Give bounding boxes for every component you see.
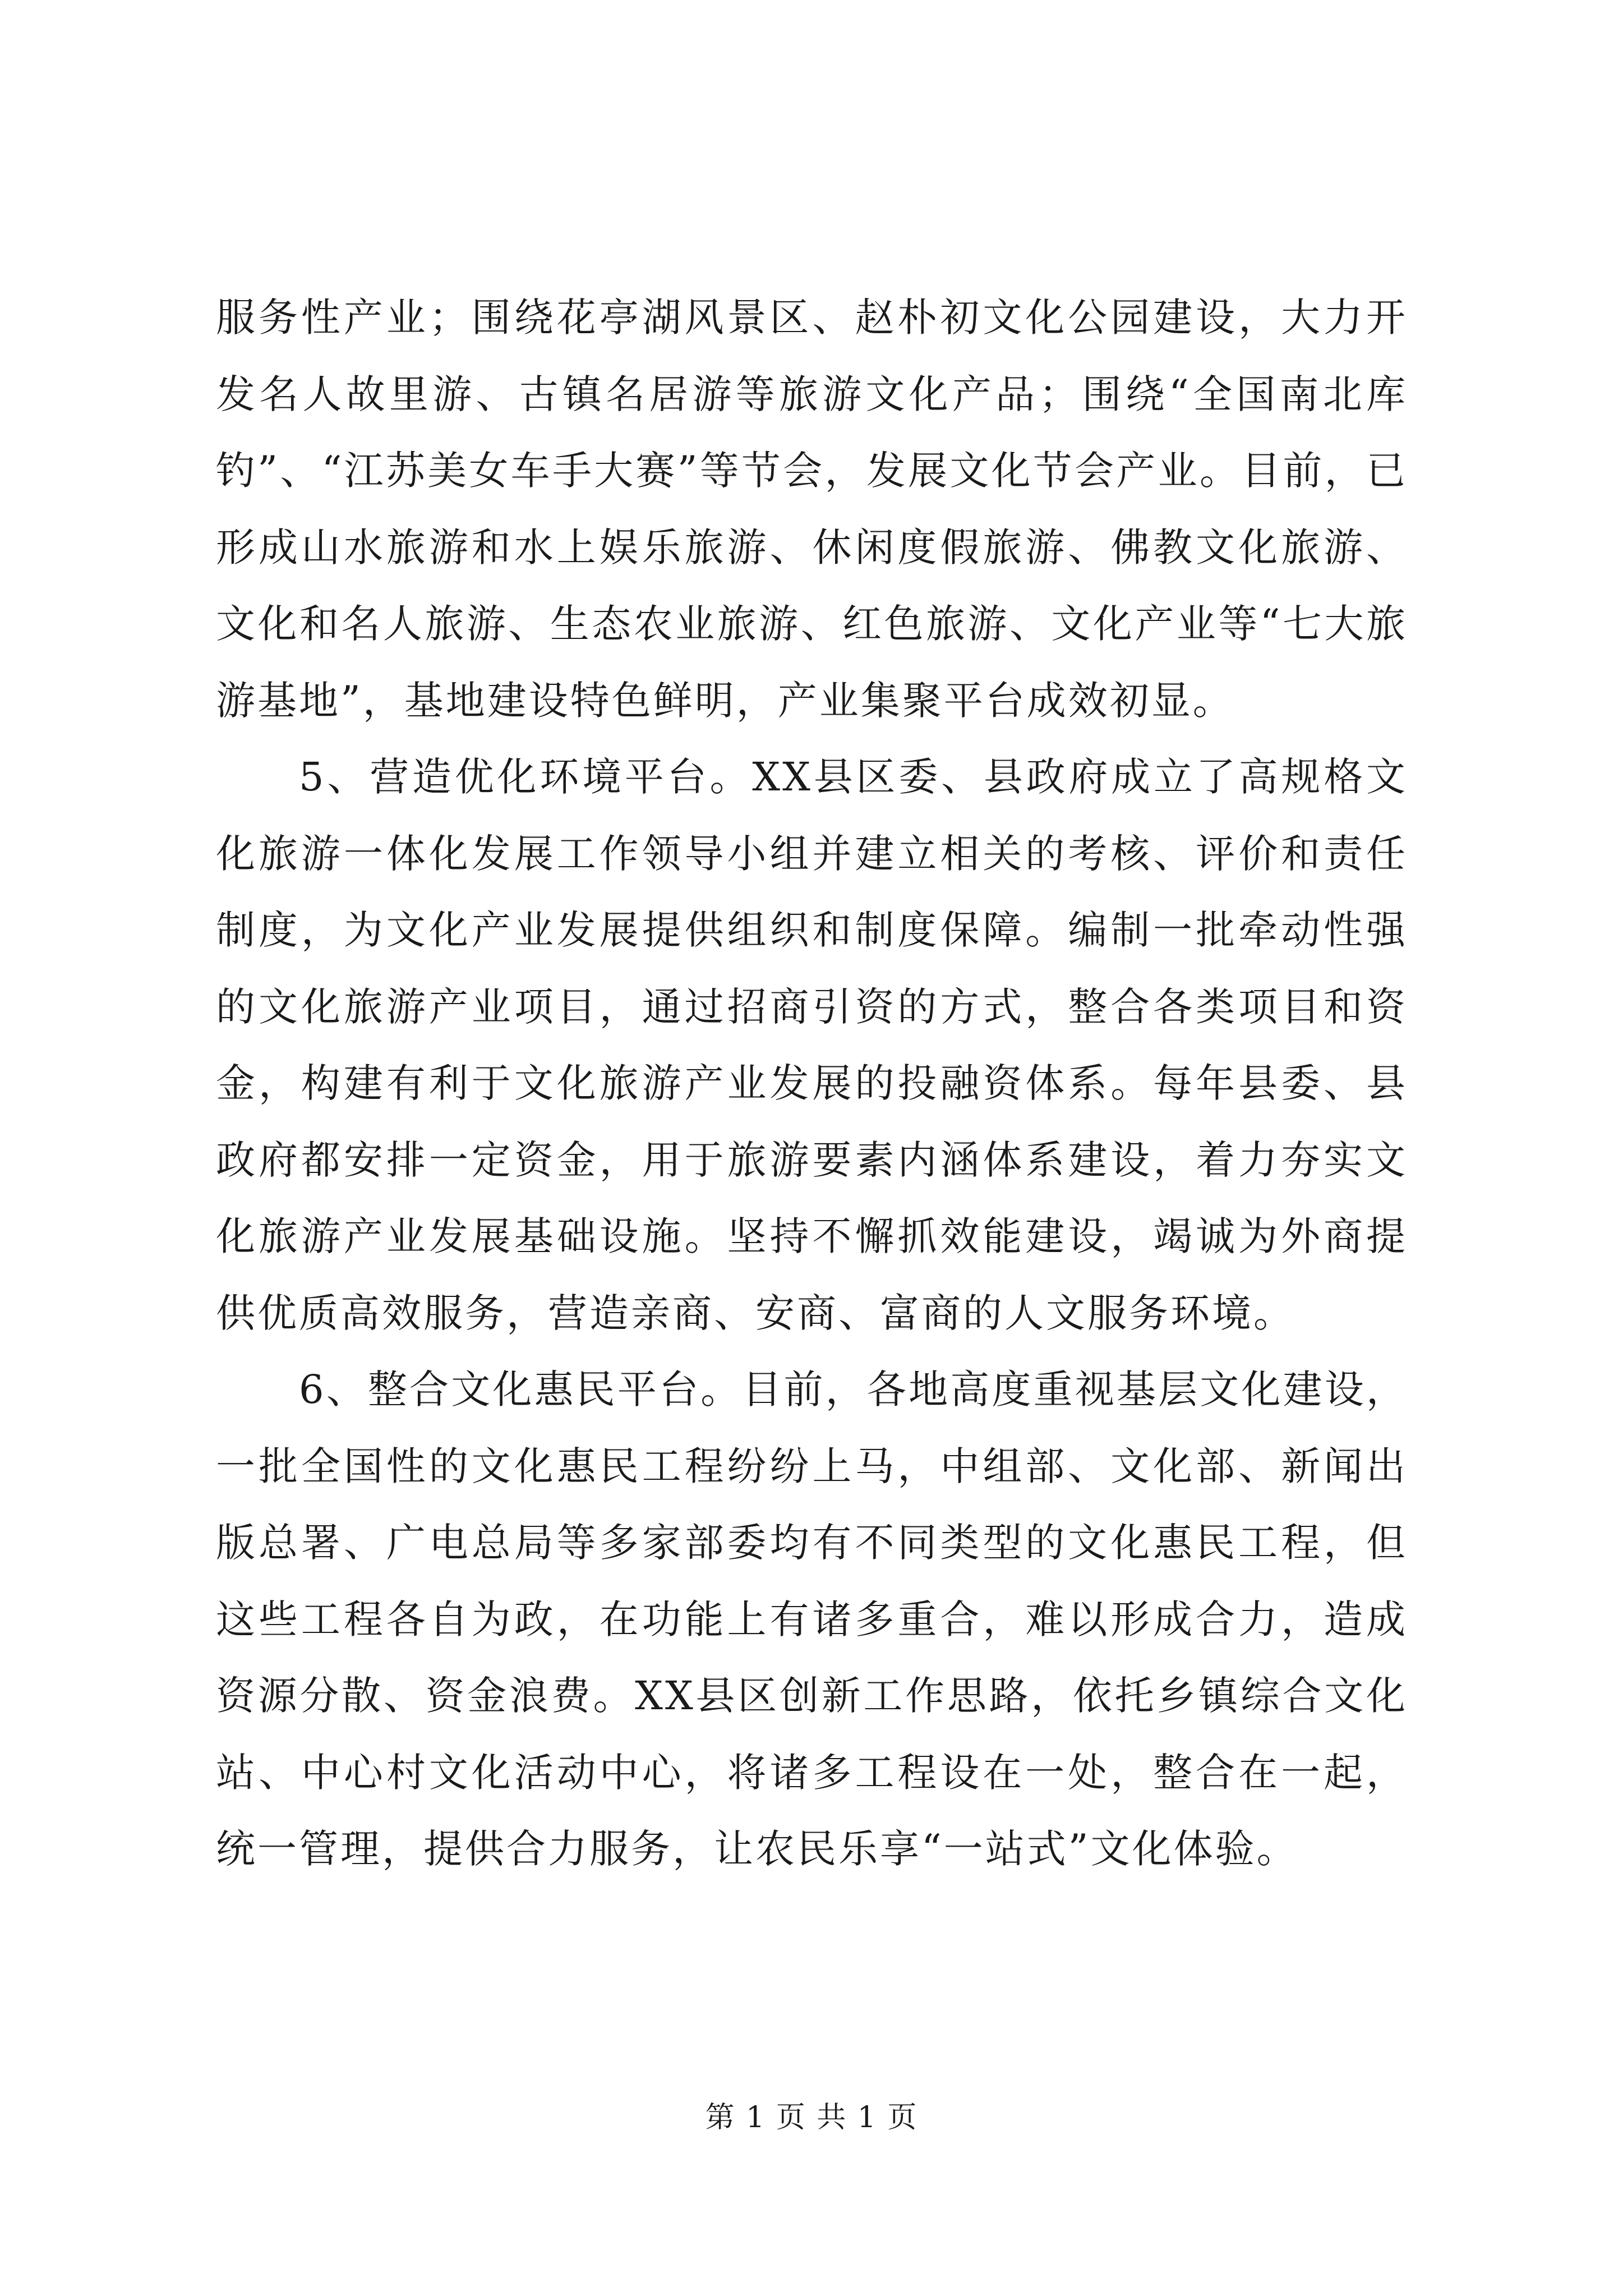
document-body <box>216 279 1408 1888</box>
paragraph-section-5: 5、营造优化环境平台。XX县区委、县政府成立了高规格文化旅游一体化发展工作领导小组并建立相关的考核、评价和责任制度，为文化产业发展提供组织和制度保障。编制一批牵动性强的文化旅游产业项目，通过招商引资的方式，整合各类项目和资金，构建有利于文化旅游产业发展的投融资体系。每年县委、县政府都安排一定资金，用于旅游要素内涵体系建设，着力夯实文化旅游产业发展基础设施。坚持不懈抓效能建设，竭诚为外商提供优质高效服务，营造亲商、安商、富商的人文服务环境。 <box>216 754 1408 1336</box>
paragraph-continuation: 服务性产业；围绕花亭湖风景区、赵朴初文化公园建设，大力开发名人故里游、古镇名居游等旅游文化产品；围绕“全国南北库钓”、“江苏美女车手大赛”等节会，发展文化节会产业。目前，已形成山水旅游和水上娱乐旅游、休闲度假旅游、佛教文化旅游、文化和名人旅游、生态农业旅游、红色旅游、文化产业等“七大旅游基地”，基地建设特色鲜明，产业集聚平台成效初显。 <box>216 295 1408 724</box>
paragraph-section-6: 6、整合文化惠民平台。目前，各地高度重视基层文化建设，一批全国性的文化惠民工程纷纷上马，中组部、文化部、新闻出版总署、广电总局等多家部委均有不同类型的文化惠民工程，但这些工程各自为政，在功能上有诸多重合，难以形成合力，造成资源分散、资金浪费。XX县区创新工作思路，依托乡镇综合文化站、中心村文化活动中心，将诸多工程设在一处，整合在一起，统一管理，提供合力服务，让农民乐享“一站式”文化体验。 <box>216 1366 1408 1872</box>
page-number-footer: 第 1 页 共 1 页 <box>705 2101 918 2134</box>
